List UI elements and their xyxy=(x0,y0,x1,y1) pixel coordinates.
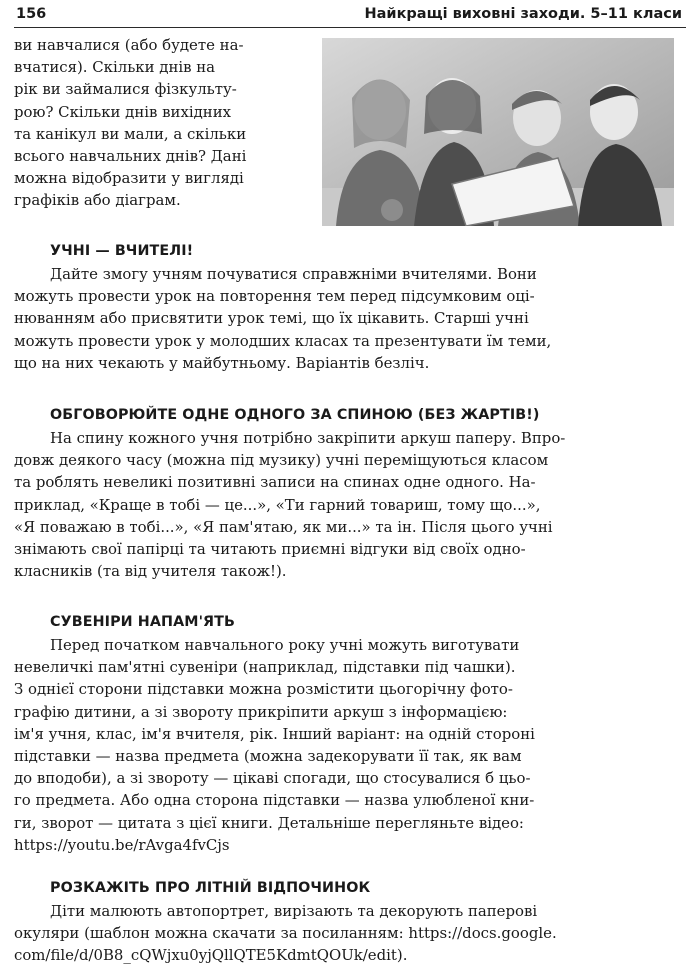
running-title: Найкращі виховні заходи. 5–11 класи xyxy=(364,6,682,22)
paragraph-line: На спину кожного учня потрібно закріпити аркуш паперу. Впро- xyxy=(50,429,566,447)
video-link[interactable]: https://youtu.be/rAvga4fvCjs xyxy=(14,835,230,854)
paragraph-line: можуть провести урок у молодших класах та презентувати їм теми, xyxy=(14,331,552,350)
paragraph-line: що на них чекають у майбутньому. Варіантів безліч. xyxy=(14,353,430,372)
section-paragraph xyxy=(14,900,686,967)
intro-line: вчатися). Скільки днів на xyxy=(14,58,216,77)
paragraph-line: ім'я учня, клас, ім'я вчителя, рік. Інший варіант: на одній стороні xyxy=(14,724,535,743)
paragraph-line: нюванням або присвятити урок темі, що їх цікавить. Старші учні xyxy=(14,309,529,328)
children-with-tablet-photo xyxy=(322,38,674,226)
page-header xyxy=(14,4,686,28)
intro-paragraph xyxy=(14,34,314,212)
paragraph-line: до вподоби), а зі звороту — цікаві спогади, що стосувалися б цьо- xyxy=(14,769,531,788)
paragraph-line: невеличкі пам'ятні сувеніри (наприклад, підставки під чашки). xyxy=(14,658,516,677)
paragraph-line: «Я поважаю в тобі...», «Я пам'ятаю, як ми...» та ін. Після цього учні xyxy=(14,517,553,536)
paragraph-line: го предмета. Або одна сторона підставки — назва улюбленої кни- xyxy=(14,791,535,810)
paragraph-line: com/file/d/0B8_cQWjxu0yjQllQTE5KdmtQOUk/edit). xyxy=(14,946,408,965)
section-heading-discuss-behind-back: ОБГОВОРЮЙТЕ ОДНЕ ОДНОГО ЗА СПИНОЮ (БЕЗ ЖАРТІВ!) xyxy=(50,407,540,423)
intro-line: рік ви займалися фізкульту- xyxy=(14,80,237,99)
intro-line: ви навчалися (або будете на- xyxy=(14,36,244,54)
paragraph-line: підставки — назва предмета (можна задекорувати її так, як вам xyxy=(14,747,522,766)
paragraph-line: можуть провести урок на повторення тем перед підсумковим оці- xyxy=(14,287,535,306)
paragraph-line: ги, зворот — цитата з цієї книги. Детальніше перегляньте відео: xyxy=(14,813,524,832)
paragraph-line: Перед початком навчального року учні можуть виготувати xyxy=(50,636,520,654)
paragraph-line: графію дитини, а зі звороту прикріпити аркуш з інформацією: xyxy=(14,702,508,721)
section-heading-souvenirs: СУВЕНІРИ НАПАМ'ЯТЬ xyxy=(50,614,236,630)
intro-line: всього навчальних днів? Дані xyxy=(14,147,247,166)
paragraph-line: та роблять невеликі позитивні записи на спинах одне одного. На- xyxy=(14,473,536,492)
intro-line: та канікул ви мали, а скільки xyxy=(14,124,247,143)
intro-line: графіків або діаграм. xyxy=(14,191,181,210)
paragraph-line: приклад, «Краще в тобі — це...», «Ти гарний товариш, тому що...», xyxy=(14,495,541,514)
paragraph-line: Діти малюють автопортрет, вирізають та декорують паперові xyxy=(50,902,538,920)
paragraph-line: Дайте змогу учням почуватися справжніми вчителями. Вони xyxy=(50,265,537,283)
paragraph-line: класників (та від учителя також!). xyxy=(14,562,287,581)
page-number: 156 xyxy=(16,6,47,22)
section-heading-students-teachers: УЧНІ — ВЧИТЕЛІ! xyxy=(50,243,194,259)
intro-line: рою? Скільки днів вихідних xyxy=(14,102,232,121)
section-paragraph xyxy=(14,634,686,856)
section-heading-summer-vacation: РОЗКАЖІТЬ ПРО ЛІТНІЙ ВІДПОЧИНОК xyxy=(50,880,371,896)
paragraph-line: знімають свої папірці та читають приємні відгуки від своїх одно- xyxy=(14,540,526,559)
section-paragraph xyxy=(14,427,686,582)
intro-line: можна відобразити у вигляді xyxy=(14,169,244,188)
section-paragraph xyxy=(14,263,686,374)
paragraph-line: довж деякого часу (можна під музику) учні переміщуються класом xyxy=(14,451,549,470)
paragraph-line: З однієї сторони підставки можна розмістити цьогорічну фото- xyxy=(14,680,513,699)
paragraph-line: окуляри (шаблон можна скачати за посиланням: https://docs.google. xyxy=(14,924,557,943)
